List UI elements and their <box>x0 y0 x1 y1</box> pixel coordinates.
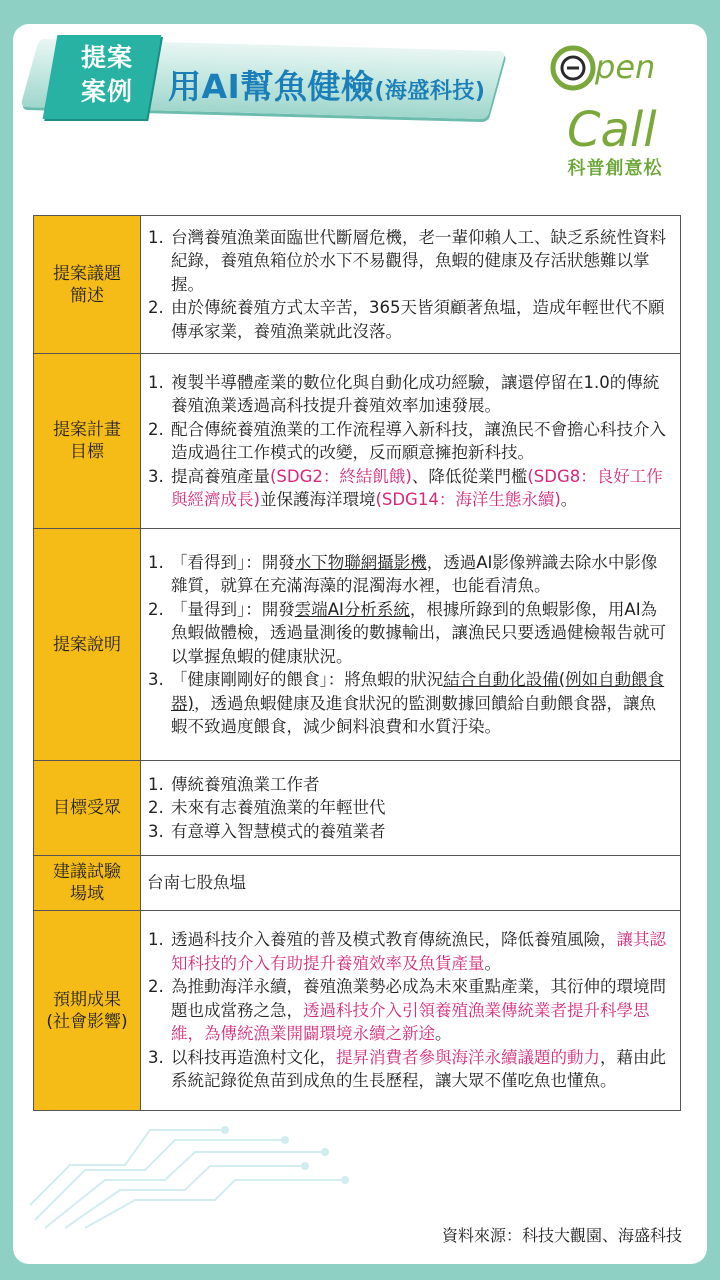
item-text: 傳統養殖漁業工作者 <box>171 774 320 794</box>
title-sub: (海盛科技) <box>374 79 486 104</box>
table-row <box>34 856 681 911</box>
item-text: 結合自動化設備(例如自動餵食器) <box>171 670 665 713</box>
list-item <box>169 551 672 598</box>
item-list <box>147 371 672 512</box>
row-content: 台南七股魚塭 <box>141 856 681 911</box>
row-label: 提案說明 <box>34 529 141 761</box>
item-list <box>147 928 672 1093</box>
item-text: ，藉由此系統記錄從魚苗到成魚的生長歷程，讓大眾不僅吃魚也懂魚。 <box>171 1047 666 1091</box>
list-item <box>169 1046 672 1093</box>
list-item <box>169 296 672 343</box>
item-text: 「看得到」：開發 <box>171 552 295 572</box>
item-text: 透過科技介入養殖的普及模式教育傳統漁民，降低養殖風險， <box>171 930 617 950</box>
row-content <box>141 761 681 856</box>
label-line: 預期成果 <box>53 989 121 1010</box>
item-text: 台灣養殖漁業面臨世代斷層危機，老一輩仰賴人工、缺乏系統性資料紀錄，養殖魚箱位於水下不易觀得，魚蝦的健康及存活狀態難以掌握。 <box>171 227 666 294</box>
table-row <box>34 761 681 856</box>
label-line: 提案計畫 <box>53 420 121 440</box>
label-line: 簡述 <box>70 285 104 306</box>
list-item <box>169 465 672 512</box>
label-line: 目標 <box>70 442 104 462</box>
banner-tag-text <box>62 41 152 109</box>
label-line: 建議試驗 <box>53 862 121 882</box>
item-text: 雲端AI分析系統 <box>294 599 410 619</box>
item-list <box>147 226 672 344</box>
circuit-decoration <box>25 1110 355 1230</box>
item-text: (SDG14：海洋生態永續) <box>375 490 561 509</box>
row-label <box>34 856 141 911</box>
logo-word-2: Call <box>567 102 657 158</box>
tag-line-2: 案例 <box>80 77 133 106</box>
item-text: 、降低從業門檻 <box>411 466 528 486</box>
table-row <box>34 216 681 354</box>
row-label: 目標受眾 <box>34 761 141 856</box>
table-row <box>34 529 681 761</box>
item-text: 由於傳統養殖方式太辛苦，365天皆須顧著魚塭，造成年輕世代不願傳承家業，養殖漁業就此沒落。 <box>171 298 665 341</box>
logo-caption: 科普創意松 <box>567 158 663 179</box>
row-content <box>141 216 681 354</box>
list-item <box>169 371 672 418</box>
item-text: 提昇消費者參與海洋永續議題的動力 <box>336 1047 600 1067</box>
header-banner <box>28 35 513 125</box>
item-text: 。 <box>560 490 578 509</box>
list-item <box>169 226 672 297</box>
list-item <box>169 773 672 797</box>
page-title <box>168 61 485 108</box>
item-text: 透過科技介入引領養殖漁業傳統業者提升科學思維，為傳統漁業開闢環境永續之新途 <box>171 1000 650 1044</box>
row-content <box>141 911 681 1111</box>
item-text: 讓其認知科技的介入有助提升養殖效率及魚貨產量 <box>171 930 666 973</box>
item-text: ，根據所錄到的魚蝦影像，用AI為魚蝦做體檢，透過量測後的數據輸出，讓漁民只要透過健檢報告就可以掌握魚蝦的健康狀況。 <box>171 599 666 666</box>
table-row <box>34 354 681 529</box>
list-item <box>169 928 672 975</box>
item-list <box>147 551 672 739</box>
item-text: 。 <box>435 1024 452 1044</box>
list-item <box>169 418 672 465</box>
list-item <box>169 820 672 844</box>
label-line: (社會影響) <box>46 1011 128 1032</box>
list-item <box>169 668 672 739</box>
item-text: 未來有志養殖漁業的年輕世代 <box>171 798 386 818</box>
table-row <box>34 911 681 1111</box>
label-line: 提案議題 <box>53 263 121 284</box>
item-text: 水下物聯網攝影機 <box>294 552 427 572</box>
tag-line-1: 提案 <box>80 43 133 72</box>
row-content <box>141 529 681 761</box>
item-text: 複製半導體產業的數位化與自動化成功經驗，讓還停留在1.0的傳統養殖漁業透過高科技提升養殖效率加速發展。 <box>171 372 660 415</box>
item-text: 「量得到」：開發 <box>171 599 295 619</box>
item-text: 。 <box>484 953 501 973</box>
title-main: 用AI幫魚健檢 <box>168 67 375 106</box>
list-item <box>169 975 672 1046</box>
item-text: (SDG8：良好工作與經濟成長) <box>171 466 663 509</box>
item-text: 為推動海洋永續，養殖漁業勢必成為未來重點產業，其衍伸的環境問題也成當務之急， <box>171 977 666 1020</box>
row-label <box>34 911 141 1111</box>
proposal-table <box>33 215 681 1111</box>
item-text: ，透過AI影像辨識去除水中影像雜質，就算在充滿海藻的混濁海水裡，也能看清魚。 <box>171 552 658 595</box>
row-label <box>34 216 141 354</box>
item-text: ，透過魚蝦健康及進食狀況的監測數據回饋給自動餵食器，讓魚蝦不致過度餵食，減少飼料浪費和水質汙染。 <box>171 693 656 736</box>
item-text: 配合傳統養殖漁業的工作流程導入新科技，讓漁民不會擔心科技介入造成過往工作模式的改變，反而願意擁抱新科技。 <box>171 419 666 462</box>
list-item <box>169 796 672 820</box>
logo-word-1: pen <box>595 48 656 86</box>
label-line: 場域 <box>70 884 104 904</box>
item-text: 「健康剛剛好的餵食」：將魚蝦的狀況 <box>171 670 444 689</box>
row-label <box>34 354 141 529</box>
item-text: 提高養殖產量 <box>171 466 270 486</box>
item-text: 並保護海洋環境 <box>259 490 376 509</box>
row-content <box>141 354 681 529</box>
list-item <box>169 598 672 669</box>
source-credit: 資料來源：科技大觀園、海盛科技 <box>441 1226 682 1245</box>
item-list <box>147 773 672 844</box>
item-text: (SDG2：終結飢餓) <box>270 466 412 486</box>
item-text: 有意導入智慧模式的養殖業者 <box>171 821 386 841</box>
item-text: 以科技再造漁村文化， <box>171 1047 336 1067</box>
